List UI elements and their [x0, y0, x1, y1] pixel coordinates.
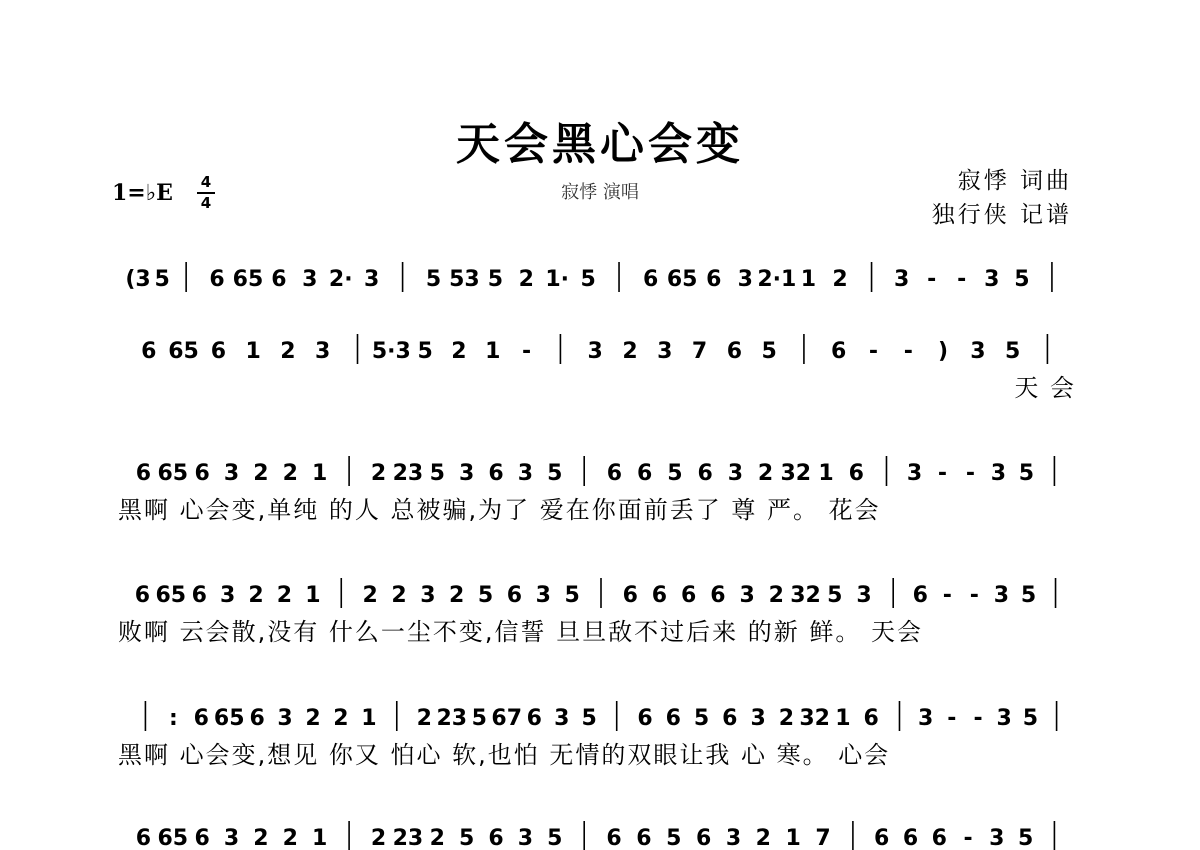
note-glyph: 6: [848, 461, 864, 486]
note-glyph: 23: [392, 826, 424, 850]
note-glyph: 5: [547, 461, 563, 486]
note-glyph: 6: [695, 826, 712, 850]
note-glyph: 3: [996, 706, 1012, 731]
note-glyph: -: [947, 706, 957, 731]
note-glyph: 3: [420, 583, 436, 608]
note-glyph: 5: [547, 826, 563, 850]
note-glyph: -: [937, 461, 948, 486]
note-glyph: 6: [249, 706, 265, 731]
note-glyph: 6: [488, 461, 504, 486]
note-glyph: 6: [710, 583, 726, 608]
note-glyph: 5: [417, 339, 433, 364]
note-glyph: 5: [580, 267, 596, 292]
note-glyph: 6: [488, 826, 504, 850]
note-glyph: 5: [154, 267, 170, 292]
note-glyph: 2: [280, 339, 296, 364]
note-glyph: 5: [581, 706, 597, 731]
note-glyph: 3: [737, 267, 753, 292]
note-glyph: 53: [449, 267, 480, 292]
note-glyph: 32: [790, 583, 821, 608]
note-glyph: 2: [362, 583, 378, 608]
note-glyph: 6: [606, 826, 622, 850]
note-glyph: 2: [832, 267, 848, 292]
note-glyph: 5: [487, 267, 504, 292]
note-glyph: 65: [232, 267, 264, 292]
note-glyph: 2: [370, 826, 387, 850]
note-glyph: -: [522, 339, 532, 364]
note-glyph: 3: [856, 583, 872, 608]
note-glyph: 1: [312, 461, 328, 486]
lyric-line: 黑啊 心会变,单纯 的人 总被骗,为了 爱在你面前丢了 尊 严。 花会: [118, 496, 881, 524]
note-glyph: -: [868, 339, 879, 364]
notation-system: [118, 456, 1054, 524]
note-glyph: 3: [587, 339, 603, 364]
note-glyph: 3: [893, 267, 910, 292]
note-glyph: 1: [312, 826, 328, 850]
note-glyph: 5: [1022, 706, 1039, 731]
note-glyph: 23: [436, 706, 468, 731]
note-glyph: 65: [168, 339, 199, 364]
note-glyph: 3: [906, 461, 923, 486]
note-glyph: 1: [305, 583, 321, 608]
note-glyph: 3: [990, 461, 1007, 486]
time-signature-bottom: 4: [200, 194, 212, 212]
lyric-line: 天 会: [1014, 374, 1076, 402]
note-glyph: 3: [517, 826, 534, 850]
note-glyph: 6: [726, 339, 743, 364]
note-glyph: 3: [315, 339, 331, 364]
note-glyph: 3: [727, 461, 744, 486]
note-glyph: 5: [1004, 339, 1021, 364]
note-glyph: 5: [429, 461, 445, 486]
note-glyph: 3: [739, 583, 755, 608]
note-glyph: 2: [778, 706, 795, 731]
note-glyph: ): [938, 339, 949, 364]
note-glyph: 2: [768, 583, 784, 608]
note-glyph: 6: [606, 461, 623, 486]
note-glyph: 5·3: [371, 339, 411, 364]
note-glyph: 1: [361, 706, 377, 731]
song-title: 天会黑心会变: [456, 119, 744, 170]
note-glyph: 3: [535, 583, 551, 608]
notation-system: [118, 701, 1057, 769]
note-glyph: :: [168, 706, 178, 731]
note-glyph: 5: [477, 583, 494, 608]
note-glyph: 65: [157, 826, 189, 850]
note-glyph: -: [963, 826, 973, 850]
notation-system: [125, 262, 1052, 292]
note-glyph: 2: [416, 706, 432, 731]
note-glyph: 3: [554, 706, 570, 731]
note-glyph: 1: [818, 461, 834, 486]
note-glyph: 2: [755, 826, 771, 850]
note-glyph: -: [969, 583, 979, 608]
note-glyph: 2: [370, 461, 387, 486]
note-glyph: 65: [213, 706, 245, 731]
note-glyph: 3: [219, 583, 236, 608]
note-glyph: 2: [305, 706, 321, 731]
note-glyph: 3: [989, 826, 1005, 850]
note-glyph: 23: [392, 461, 424, 486]
note-glyph: 5: [564, 583, 580, 608]
note-glyph: 6: [681, 583, 697, 608]
note-glyph: 2: [333, 706, 349, 731]
note-glyph: 6: [193, 706, 209, 731]
note-glyph: 6: [135, 461, 152, 486]
note-glyph: 2: [253, 826, 269, 850]
note-glyph: 6: [637, 706, 653, 731]
lyric-line: 黑啊 心会变,想见 你又 怕心 软,也怕 无情的双眼让我 心 寒。 心会: [118, 741, 891, 769]
note-glyph: 2: [518, 267, 534, 292]
note-glyph: 6: [637, 461, 653, 486]
note-glyph: 6: [931, 826, 947, 850]
note-glyph: (3: [125, 267, 151, 292]
note-glyph: 2: [449, 583, 465, 608]
time-signature-top: 4: [200, 173, 212, 191]
note-glyph: 6: [651, 583, 668, 608]
note-glyph: -: [965, 461, 976, 486]
note-glyph: 2: [282, 826, 298, 850]
note-glyph: -: [957, 267, 967, 292]
lyric-line: 败啊 云会散,没有 什么一尘不变,信誓 旦旦敌不过后来 的新 鲜。 天会: [118, 618, 924, 646]
note-glyph: 6: [135, 826, 152, 850]
note-glyph: 6: [831, 339, 847, 364]
note-glyph: 2·1: [757, 267, 797, 292]
note-glyph: 3: [970, 339, 986, 364]
note-glyph: 1: [835, 706, 851, 731]
note-glyph: 6: [642, 267, 659, 292]
note-glyph: 1: [800, 267, 817, 292]
note-glyph: 1: [245, 339, 261, 364]
note-glyph: 5: [693, 706, 710, 731]
note-glyph: 5: [1020, 583, 1037, 608]
note-glyph: 6: [134, 583, 151, 608]
note-glyph: -: [927, 267, 937, 292]
note-glyph: 7: [691, 339, 708, 364]
note-glyph: 2: [757, 461, 774, 486]
note-glyph: 5: [471, 706, 487, 731]
note-glyph: 3: [750, 706, 766, 731]
note-glyph: 6: [526, 706, 542, 731]
note-glyph: 6: [209, 267, 225, 292]
notation-system: [118, 578, 1056, 646]
note-glyph: 5: [1018, 461, 1035, 486]
note-glyph: 32: [799, 706, 830, 731]
note-glyph: 3: [517, 461, 534, 486]
note-glyph: 6: [210, 339, 227, 364]
note-glyph: 6: [506, 583, 523, 608]
note-glyph: 3: [223, 826, 240, 850]
lyricist-credit: 寂悸 词曲: [957, 168, 1072, 194]
notation-system: [141, 334, 1076, 402]
note-glyph: 3: [993, 583, 1010, 608]
note-glyph: 5: [1017, 826, 1034, 850]
note-glyph: 65: [157, 461, 189, 486]
note-glyph: 3: [302, 267, 318, 292]
note-glyph: 6: [706, 267, 722, 292]
note-glyph: 6: [194, 826, 210, 850]
note-glyph: 6: [863, 706, 879, 731]
note-glyph: 32: [780, 461, 812, 486]
note-glyph: 6: [636, 826, 652, 850]
note-glyph: 5: [425, 267, 442, 292]
note-glyph: 6: [191, 583, 207, 608]
note-glyph: 3: [725, 826, 742, 850]
performer-line: 寂悸 演唱: [561, 182, 639, 203]
note-glyph: 2: [282, 461, 298, 486]
note-glyph: 6: [902, 826, 919, 850]
note-glyph: -: [942, 583, 952, 608]
note-glyph: 3: [364, 267, 380, 292]
note-glyph: 6: [697, 461, 713, 486]
note-glyph: 2: [451, 339, 467, 364]
note-glyph: 2: [391, 583, 407, 608]
note-glyph: 5: [761, 339, 777, 364]
note-glyph: 6: [271, 267, 287, 292]
note-glyph: 2: [253, 461, 269, 486]
note-glyph: 2: [276, 583, 293, 608]
note-glyph: 5: [667, 461, 683, 486]
note-glyph: 5: [827, 583, 843, 608]
note-glyph: -: [903, 339, 913, 364]
note-glyph: 5: [666, 826, 682, 850]
note-glyph: 6: [912, 583, 928, 608]
note-glyph: 6: [722, 706, 738, 731]
note-glyph: 6: [874, 826, 890, 850]
note-glyph: 3: [657, 339, 673, 364]
note-glyph: 65: [666, 267, 698, 292]
note-glyph: 2: [622, 339, 638, 364]
note-glyph: 6: [141, 339, 157, 364]
note-glyph: 1·: [545, 267, 570, 292]
note-glyph: 6: [665, 706, 681, 731]
note-glyph: 3: [984, 267, 1000, 292]
note-glyph: 1: [785, 826, 801, 850]
note-glyph: 67: [491, 706, 523, 731]
note-glyph: 7: [815, 826, 831, 850]
notation-system: [136, 821, 1055, 850]
note-glyph: 2: [248, 583, 264, 608]
transcriber-credit: 独行侠 记谱: [931, 202, 1072, 228]
note-glyph: 5: [1014, 267, 1030, 292]
key-signature: 1=♭E: [112, 180, 173, 206]
note-glyph: -: [973, 706, 983, 731]
note-glyph: 3: [277, 706, 293, 731]
note-glyph: 3: [223, 461, 240, 486]
note-glyph: 5: [458, 826, 475, 850]
note-glyph: 1: [485, 339, 501, 364]
note-glyph: 6: [194, 461, 210, 486]
note-glyph: 65: [155, 583, 187, 608]
note-glyph: 6: [622, 583, 638, 608]
note-glyph: 3: [918, 706, 934, 731]
note-glyph: 2·: [328, 267, 353, 292]
note-glyph: 3: [458, 461, 475, 486]
note-glyph: 2: [429, 826, 445, 850]
